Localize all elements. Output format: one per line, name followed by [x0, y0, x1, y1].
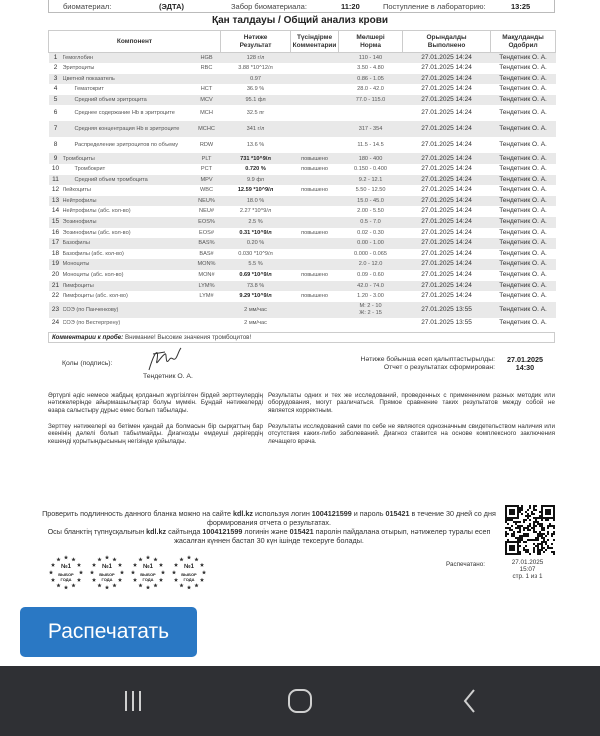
- row-number: 7: [49, 121, 63, 137]
- approved-by: Тендетник О. А.: [491, 302, 556, 318]
- approved-by: Тендетник О. А.: [499, 271, 547, 279]
- printed-info: [500, 559, 555, 580]
- component-code: EOS#: [199, 229, 214, 236]
- component-name: Тромбокрит: [74, 166, 106, 173]
- reference-range: 0.86 - 1.05: [339, 74, 403, 85]
- result-value: 128 г/л: [221, 53, 291, 64]
- component-code: RDW: [199, 142, 214, 149]
- results-table: [48, 30, 556, 328]
- row-number: 22: [51, 292, 60, 300]
- verify-site: kdl.kz: [233, 509, 254, 518]
- result-value: 9.29 *10^9/л: [239, 293, 272, 300]
- result-value: 731 *10^9/л: [221, 153, 291, 164]
- disclaimer-kz-1: Әртүрлі әдіс немесе жабдық қолданып жүргізілген бірдей зерттеулердің нәтижелерінде айырмашылықтар болуы мүмкін. Бұндай нәтижелерді өзара салыстыру дұрыс емес болып табылады.: [48, 392, 263, 414]
- badge-label: ВЫБОР ГОДА: [58, 572, 74, 582]
- row-number: 13: [49, 196, 63, 207]
- verify-text: Проверить подлинность данного бланка можно на сайте: [42, 509, 232, 518]
- collection-label: Забор биоматериала:: [231, 2, 307, 11]
- reference-range: 15.0 - 45.0: [339, 196, 403, 207]
- result-value: 32.5 пг: [246, 110, 265, 117]
- component-name: Тромбоциты: [63, 153, 193, 164]
- result-comment: повышено: [301, 166, 328, 173]
- reference-range: М: 2 - 10 Ж: 2 - 15: [339, 302, 403, 318]
- component-code: [193, 318, 221, 329]
- result-comment: [291, 302, 339, 318]
- completed-date: 27.01.2025 14:24: [403, 95, 491, 106]
- completed-date: 27.01.2025 14:24: [403, 153, 491, 164]
- component-name: Средний объем тромбоцита: [63, 175, 193, 186]
- row-number: 9: [49, 153, 63, 164]
- result-value: 0.97: [221, 74, 291, 85]
- header-result: Нәтиже Результат: [221, 31, 291, 53]
- report-title: Қан талдауы / Общий анализ крови: [211, 15, 389, 26]
- table-row: [49, 153, 556, 164]
- component-name: Базофилы (абс. кол-во): [62, 250, 124, 257]
- result-comment: [291, 217, 339, 228]
- approved-by: Тендетник О. А.: [499, 228, 547, 236]
- component-name: Гематокрит: [74, 86, 104, 93]
- table-row: [49, 259, 556, 270]
- result-comment: [291, 53, 339, 64]
- approved-by: Тендетник О. А.: [499, 207, 547, 215]
- component-name: Моноциты: [63, 259, 193, 270]
- result-value: 2 мм/час: [221, 302, 291, 318]
- table-row: [49, 164, 556, 175]
- result-comment: повышено: [301, 272, 328, 279]
- result-comment: повышено: [301, 293, 328, 300]
- completed-date: 27.01.2025 14:24: [421, 85, 472, 93]
- result-comment: [291, 137, 339, 153]
- table-row: [49, 175, 556, 186]
- component-code: BAS%: [193, 238, 221, 249]
- table-row: [49, 238, 556, 249]
- report-generated-value: [500, 356, 550, 372]
- completed-date: 27.01.2025 14:24: [421, 186, 472, 194]
- approved-by: Тендетник О. А.: [491, 153, 556, 164]
- table-row: [49, 270, 556, 281]
- component-name: СОЭ (по Вестергрену): [62, 319, 121, 326]
- completed-date: 27.01.2025 14:24: [421, 109, 472, 117]
- reference-range: 28.0 - 42.0: [357, 86, 384, 93]
- table-row: [49, 228, 556, 239]
- result-comment: [291, 95, 339, 106]
- component-name: Моноциты (абс. кол-во): [62, 272, 124, 279]
- result-value: 2.5 %: [221, 217, 291, 228]
- result-comment: [291, 259, 339, 270]
- row-number: 23: [49, 302, 63, 318]
- result-value: 2 мм/час: [244, 319, 267, 326]
- result-value: 5.5 %: [221, 259, 291, 270]
- table-row: [49, 63, 556, 74]
- reference-range: 77.0 - 115.0: [339, 95, 403, 106]
- reference-range: 0.5 - 7.0: [339, 217, 403, 228]
- approved-by: Тендетник О. А.: [491, 196, 556, 207]
- row-number: 8: [53, 141, 58, 149]
- result-value: 341 г/л: [221, 121, 291, 137]
- approved-by: Тендетник О. А.: [491, 175, 556, 186]
- badge-label: ВЫБОР ГОДА: [99, 572, 115, 582]
- component-name: Лейкоциты: [62, 187, 91, 194]
- component-name: Лимфоциты (абс. кол-во): [62, 293, 128, 300]
- approved-by: Тендетник О. А.: [491, 121, 556, 137]
- table-row: [49, 105, 556, 121]
- badge-number: №1: [183, 564, 195, 570]
- table-row: [49, 74, 556, 85]
- header-norm: Мөлшері Норма: [339, 31, 403, 53]
- table-row: [49, 185, 556, 196]
- completed-date: 27.01.2025 14:24: [403, 238, 491, 249]
- table-row: [49, 206, 556, 217]
- signature-label: Қолы (подпись):: [62, 360, 113, 367]
- reference-range: 5.50 - 12.50: [355, 187, 386, 194]
- row-number: 14: [51, 207, 60, 215]
- page-number: стр. 1 из 1: [512, 573, 543, 580]
- result-value: 0.31 *10^9/л: [239, 229, 272, 236]
- component-name: Нейтрофилы: [63, 196, 193, 207]
- award-badges: [48, 555, 207, 590]
- completed-date: 27.01.2025 14:24: [421, 64, 472, 72]
- comment-label: Комментарии к пробе:: [52, 334, 124, 341]
- completed-date: 27.01.2025 14:24: [421, 228, 472, 236]
- sample-info-row: [48, 0, 555, 13]
- table-row: [49, 281, 556, 292]
- result-comment: повышено: [301, 187, 328, 194]
- completed-date: 27.01.2025 13:55: [403, 302, 491, 318]
- print-button[interactable]: Распечатать: [20, 607, 197, 657]
- component-code: MON%: [193, 259, 221, 270]
- approved-by: Тендетник О. А.: [491, 53, 556, 64]
- report-label-kz: Нәтиже бойынша есеп қалыптастырылды:: [360, 356, 495, 363]
- biomaterial-value: (ЭДТА): [159, 2, 185, 11]
- component-name: Лимфоциты: [63, 281, 193, 292]
- approved-by: Тендетник О. А.: [499, 186, 547, 194]
- back-icon[interactable]: [455, 688, 485, 714]
- approved-by: Тендетник О. А.: [499, 109, 547, 117]
- report-time: 14:30: [515, 363, 535, 372]
- badge-number: №1: [101, 564, 113, 570]
- sample-comment: [48, 332, 555, 343]
- verify-text: паролін пайдалана отырып, нәтижелер туралы есеп жасалған күннен бастап 30 күн ішінде тексеруге болады.: [174, 527, 491, 545]
- result-comment: повышено: [291, 153, 339, 164]
- report-label-ru: Отчет о результатах сформирован:: [383, 364, 495, 371]
- component-code: HGB: [193, 53, 221, 64]
- award-badge: [89, 555, 125, 590]
- completed-date: 27.01.2025 14:24: [403, 121, 491, 137]
- component-name: Нейтрофилы (абс. кол-во): [62, 208, 131, 215]
- approved-by: Тендетник О. А.: [499, 141, 547, 149]
- row-number: 2: [53, 64, 58, 72]
- component-code: MON#: [198, 272, 215, 279]
- disclaimer-ru-1: Результаты одних и тех же исследований, проведенных с применением разных методик или оборудования, могут различаться. Прямое сравнение таких результатов между собой не является корректным.: [268, 392, 555, 414]
- badge-label: ВЫБОР ГОДА: [140, 572, 156, 582]
- completed-date: 27.01.2025 14:24: [403, 259, 491, 270]
- award-badge: [130, 555, 166, 590]
- award-badge: [48, 555, 84, 590]
- result-value: 0.030 *10^9/л: [238, 250, 273, 257]
- completed-date: 27.01.2025 14:24: [421, 207, 472, 215]
- table-row: [49, 302, 556, 318]
- result-comment: [291, 238, 339, 249]
- result-comment: [291, 105, 339, 121]
- printed-date: 27.01.2025: [511, 559, 544, 566]
- verify-site: kdl.kz: [146, 527, 167, 536]
- result-value: 95.1 фл: [221, 95, 291, 106]
- component-name: Средний объем эритроцита: [63, 95, 193, 106]
- reference-range: [339, 318, 403, 329]
- received-time: 13:25: [511, 2, 531, 11]
- row-number: 10: [51, 165, 60, 173]
- result-comment: повышено: [301, 229, 328, 236]
- badge-label: ВЫБОР ГОДА: [181, 572, 197, 582]
- approved-by: Тендетник О. А.: [499, 64, 547, 72]
- badge-number: №1: [142, 564, 154, 570]
- result-comment: [291, 121, 339, 137]
- home-icon[interactable]: [285, 688, 315, 714]
- component-name: Базофилы: [63, 238, 193, 249]
- component-code: NEU%: [193, 196, 221, 207]
- component-name: Гемоглобин: [63, 53, 193, 64]
- row-number: 24: [51, 318, 60, 326]
- approved-by: Тендетник О. А.: [491, 259, 556, 270]
- result-comment: [291, 281, 339, 292]
- result-value: 3.88 *10^12/л: [238, 65, 273, 72]
- approved-by: Тендетник О. А.: [499, 165, 547, 173]
- disclaimer-kz-2: Зерттеу нәтижелері өз бетімен қандай да болмасын бір сырқаттың бар екенінің дәлелі болып табылмайды. Диагнозды емдеуші дәрігердің кешенді қорытындысының негізінде қойылады.: [48, 423, 263, 445]
- result-value: 13.6 %: [246, 142, 265, 149]
- completed-date: 27.01.2025 14:24: [421, 141, 472, 149]
- result-value: 0.720 %: [245, 166, 266, 173]
- reference-range: [339, 105, 403, 121]
- component-code: [193, 302, 221, 318]
- approved-by: Тендетник О. А.: [491, 74, 556, 85]
- header-done: Орындалды Выполнено: [403, 31, 491, 53]
- row-number: 18: [51, 249, 60, 257]
- component-code: PCT: [200, 166, 213, 173]
- reference-range: 11.5 - 14.5: [357, 142, 384, 149]
- row-number: 19: [49, 259, 63, 270]
- table-row: [49, 84, 556, 95]
- component-code: MPV: [193, 175, 221, 186]
- component-name: Цветной показатель: [63, 74, 193, 85]
- component-code: MCV: [193, 95, 221, 106]
- component-code: [193, 74, 221, 85]
- result-comment: [291, 196, 339, 207]
- row-number: 11: [49, 175, 63, 186]
- header-comment: Түсіндірме Комментарии: [291, 31, 339, 53]
- component-code: MCH: [200, 110, 213, 117]
- approved-by: Тендетник О. А.: [491, 238, 556, 249]
- result-comment: [291, 206, 339, 217]
- component-code: WBC: [199, 187, 214, 194]
- result-comment: [291, 74, 339, 85]
- verify-text: и пароль: [353, 509, 384, 518]
- completed-date: 27.01.2025 14:24: [403, 281, 491, 292]
- component-name: Среднее содержание Hb в эритроците: [74, 110, 175, 117]
- component-code: RBC: [200, 65, 213, 72]
- approved-by: Тендетник О. А.: [491, 217, 556, 228]
- result-value: 9.9 фл: [221, 175, 291, 186]
- reference-range: 0.000 - 0.065: [354, 250, 388, 257]
- verification-text: [40, 509, 498, 545]
- component-name: Эозинофилы (абс. кол-во): [62, 229, 131, 236]
- printed-time: 15:07: [519, 566, 536, 573]
- result-value: 12.59 *10^9/л: [237, 187, 274, 194]
- row-number: 20: [51, 271, 60, 279]
- table-row: [49, 196, 556, 207]
- verify-text: логинін және: [244, 527, 288, 536]
- row-number: 16: [51, 228, 60, 236]
- disclaimer-ru-2: Результаты исследований сами по себе не являются однозначным свидетельством наличия или отсутствия каких-либо заболеваний. Диагноз ставится на основе комплексного заключения лечащего врача.: [268, 423, 555, 445]
- verify-text: используя логин: [255, 509, 310, 518]
- reference-range: 317 - 354: [339, 121, 403, 137]
- component-code: LYM#: [199, 293, 214, 300]
- completed-date: 27.01.2025 14:24: [421, 249, 472, 257]
- reference-range: 0.02 - 0.30: [357, 229, 384, 236]
- reference-range: 1.20 - 3.00: [357, 293, 384, 300]
- completed-date: 27.01.2025 14:24: [421, 271, 472, 279]
- reference-range: 9.2 - 12.1: [339, 175, 403, 186]
- result-value: 2.27 *10^9/л: [239, 208, 272, 215]
- component-code: MCHC: [193, 121, 221, 137]
- row-number: 15: [49, 217, 63, 228]
- component-code: LYM%: [193, 281, 221, 292]
- approved-by: Тендетник О. А.: [491, 95, 556, 106]
- result-value: 0.69 *10^9/л: [239, 272, 272, 279]
- result-comment: [291, 249, 339, 260]
- approved-by: Тендетник О. А.: [499, 318, 547, 326]
- table-row: [49, 249, 556, 260]
- verify-password: 015421: [289, 527, 314, 536]
- row-number: 12: [51, 186, 60, 194]
- report-date: 27.01.2025: [507, 355, 543, 364]
- signature-image: [145, 346, 190, 374]
- verify-login: 1004121599: [202, 527, 243, 536]
- reference-range: 42.0 - 74.0: [339, 281, 403, 292]
- table-row: [49, 121, 556, 137]
- signature-name: Тендетник О. А.: [143, 373, 193, 380]
- completed-date: 27.01.2025 14:24: [403, 175, 491, 186]
- approved-by: Тендетник О. А.: [499, 249, 547, 257]
- comment-text: Внимание! Высокие значения тромбоцитов!: [124, 334, 252, 341]
- report-generated-labels: [330, 356, 495, 372]
- component-code: BAS#: [199, 250, 214, 257]
- completed-date: 27.01.2025 14:24: [403, 53, 491, 64]
- component-name: Эозинофилы: [63, 217, 193, 228]
- completed-date: 27.01.2025 14:24: [421, 165, 472, 173]
- verify-text: Осы бланктің түпнұсқалығын: [47, 527, 145, 536]
- approved-by: Тендетник О. А.: [499, 85, 547, 93]
- biomaterial-label: биоматериал:: [63, 2, 112, 11]
- reference-range: 0.00 - 1.00: [339, 238, 403, 249]
- verify-password: 015421: [385, 509, 410, 518]
- completed-date: 27.01.2025 14:24: [403, 196, 491, 207]
- reference-range: 3.50 - 4.80: [357, 65, 384, 72]
- verify-login: 1004121599: [311, 509, 352, 518]
- badge-number: №1: [60, 564, 72, 570]
- component-name: СОЭ (по Панченкову): [63, 302, 193, 318]
- row-number: 5: [49, 95, 63, 106]
- header-component: Компонент: [49, 31, 221, 53]
- row-number: 1: [49, 53, 63, 64]
- verify-text: в течение 30 дней со дня формирования отчета о результатах.: [206, 509, 496, 527]
- component-code: NEU#: [199, 208, 214, 215]
- reference-range: 2.0 - 12.0: [339, 259, 403, 270]
- reference-range: 2.00 - 5.50: [357, 208, 384, 215]
- row-number: 17: [49, 238, 63, 249]
- result-value: 36.9 %: [246, 86, 265, 93]
- component-code: PLT: [193, 153, 221, 164]
- result-comment: [291, 318, 339, 329]
- completed-date: 27.01.2025 13:55: [421, 318, 472, 326]
- result-value: 73.8 %: [221, 281, 291, 292]
- result-comment: [291, 175, 339, 186]
- completed-date: 27.01.2025 14:24: [421, 292, 472, 300]
- table-row: [49, 291, 556, 302]
- table-row: [49, 217, 556, 228]
- result-comment: [291, 84, 339, 95]
- result-comment: [291, 63, 339, 74]
- result-value: 0.20 %: [221, 238, 291, 249]
- table-row: [49, 53, 556, 64]
- approved-by: Тендетник О. А.: [491, 281, 556, 292]
- component-name: Средняя концентрация Hb в эритроците: [63, 121, 193, 137]
- table-header: [49, 31, 556, 53]
- result-value: 18.0 %: [221, 196, 291, 207]
- system-navigation-bar: [0, 666, 600, 736]
- printed-label: Распечатано:: [446, 561, 486, 568]
- completed-date: 27.01.2025 14:24: [403, 74, 491, 85]
- table-row: [49, 137, 556, 153]
- row-number: 6: [53, 109, 58, 117]
- component-name: Распределение эритроцитов по объему: [74, 142, 178, 149]
- component-name: Эритроциты: [62, 65, 95, 72]
- recent-apps-icon[interactable]: [118, 688, 148, 714]
- received-label: Поступление в лабораторию:: [383, 2, 486, 11]
- approved-by: Тендетник О. А.: [499, 292, 547, 300]
- reference-range: 0.150 - 0.400: [354, 166, 388, 173]
- component-code: EOS%: [193, 217, 221, 228]
- reference-range: 180 - 400: [339, 153, 403, 164]
- component-code: HCT: [200, 86, 213, 93]
- row-number: 4: [53, 85, 58, 93]
- table-row: [49, 95, 556, 106]
- collection-time: 11:20: [341, 2, 360, 11]
- row-number: 21: [49, 281, 63, 292]
- completed-date: 27.01.2025 14:24: [403, 217, 491, 228]
- header-approved: Мақұлданды Одобрил: [491, 31, 556, 53]
- row-number: 3: [49, 74, 63, 85]
- table-row: [49, 318, 556, 329]
- reference-range: 110 - 140: [339, 53, 403, 64]
- reference-range: 0.09 - 0.60: [357, 272, 384, 279]
- award-badge: [171, 555, 207, 590]
- verify-text: сайтында: [168, 527, 201, 536]
- qr-code: [505, 505, 555, 555]
